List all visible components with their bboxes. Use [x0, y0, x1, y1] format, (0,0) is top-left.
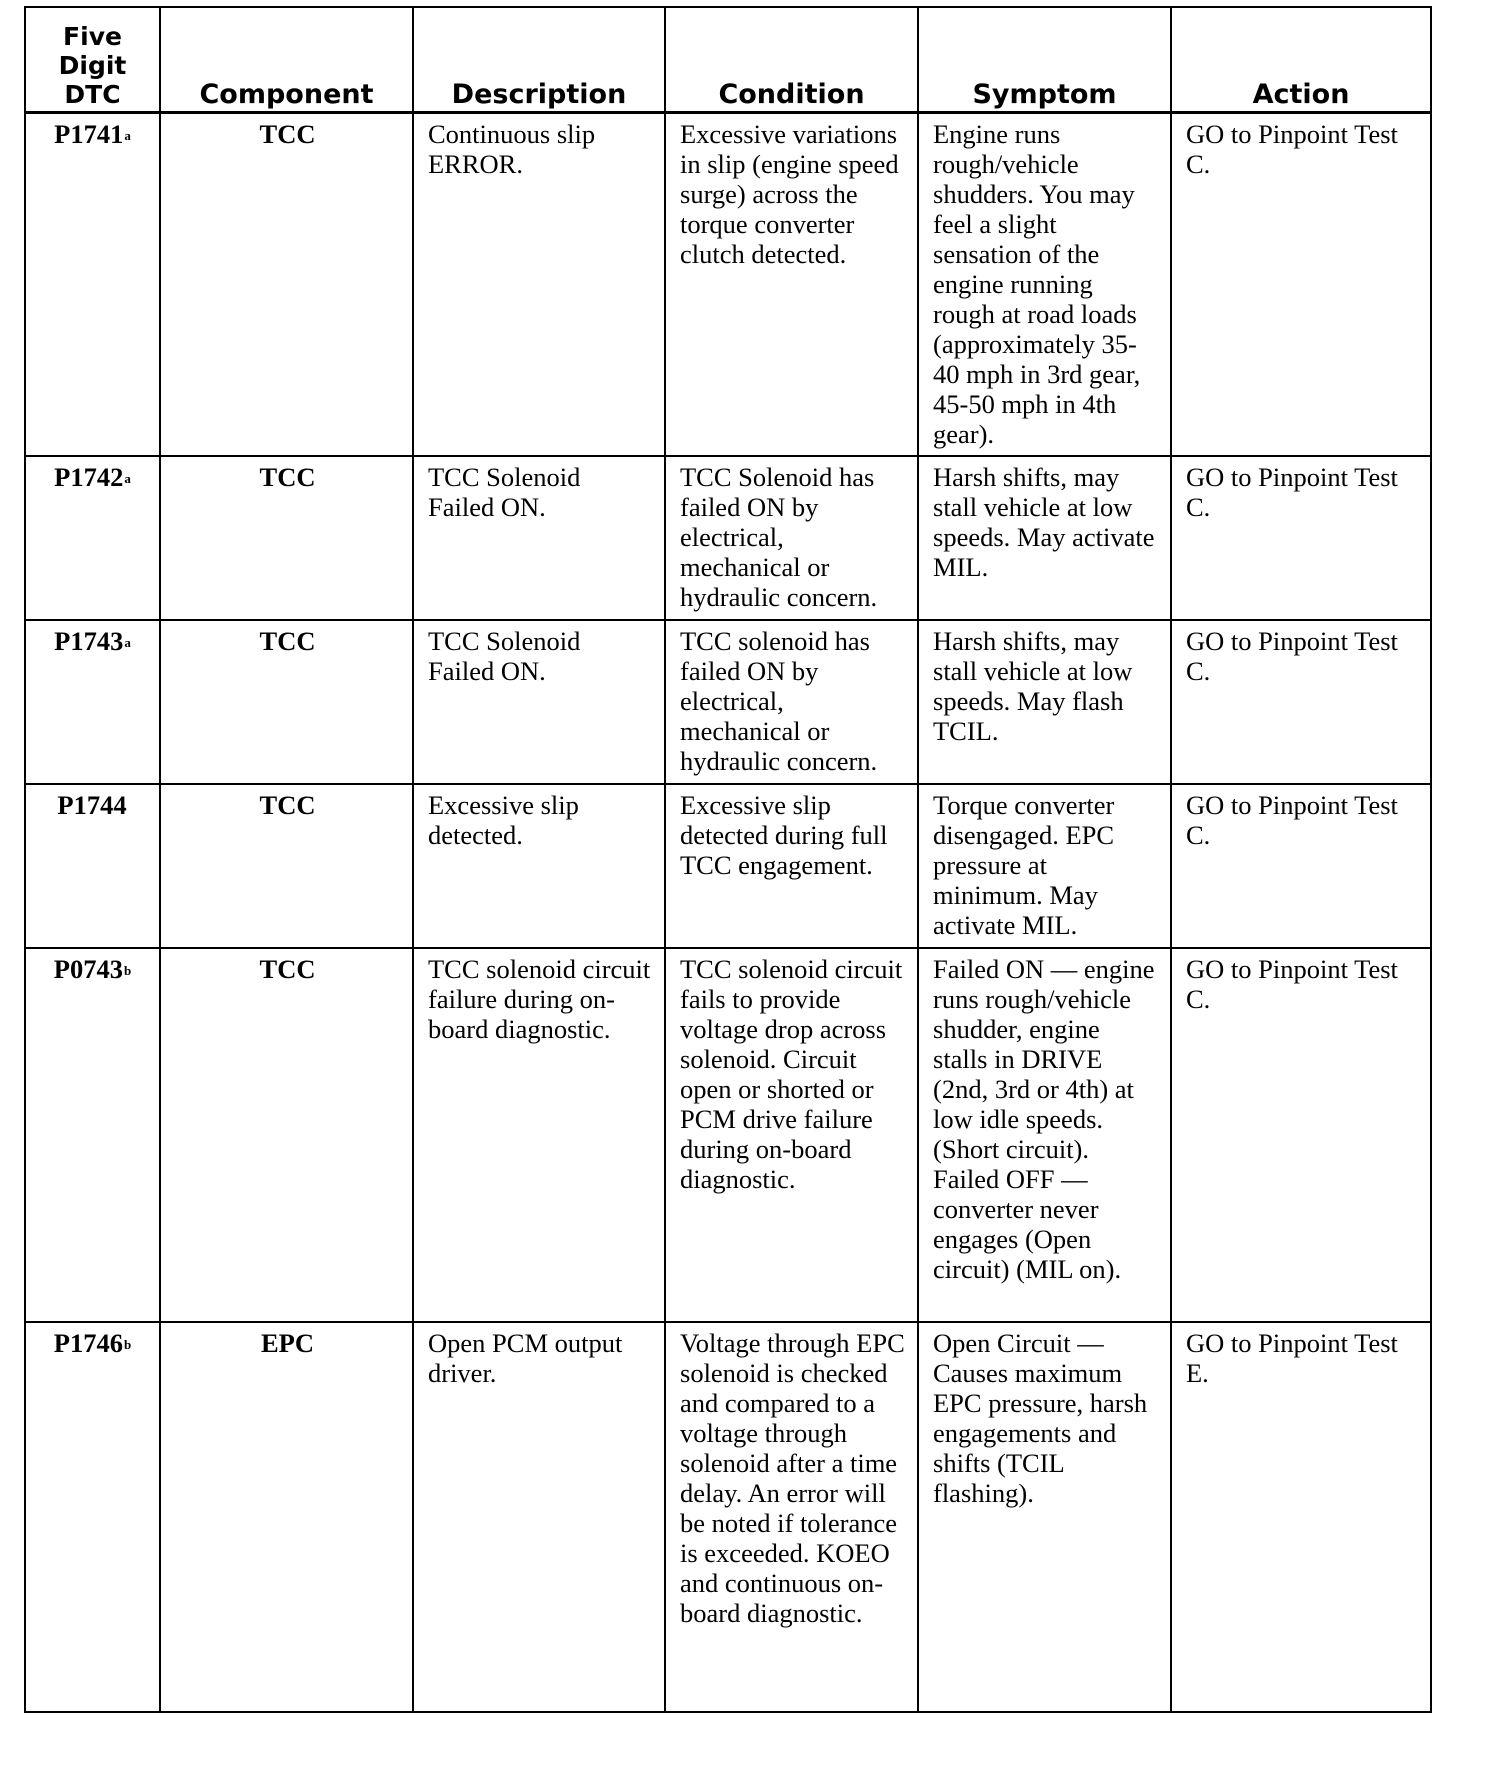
cell-dtc — [25, 1322, 160, 1712]
cell-dtc — [25, 620, 160, 784]
cell-symptom: Failed ON — engine runs rough/vehicle shudder, engine stalls in DRIVE (2nd, 3rd or 4th) at low idle speeds. (Short circuit). Failed OFF — converter never engages (Open circuit) (MIL on). — [918, 948, 1171, 1322]
dtc-code: P1742 — [54, 462, 124, 492]
header-symptom: Symptom — [918, 7, 1171, 113]
footnote-marker: a — [124, 128, 131, 143]
cell-description: TCC Solenoid Failed ON. — [413, 620, 665, 784]
cell-symptom: Open Circuit — Causes maximum EPC pressure, harsh engagements and shifts (TCIL flashing). — [918, 1322, 1171, 1712]
cell-condition: TCC solenoid has failed ON by electrical, mechanical or hydraulic concern. — [665, 620, 918, 784]
cell-action: GO to Pinpoint Test C. — [1171, 113, 1431, 457]
cell-action: GO to Pinpoint Test C. — [1171, 948, 1431, 1322]
footnote-marker: a — [124, 471, 131, 486]
cell-description: TCC Solenoid Failed ON. — [413, 456, 665, 620]
header-dtc-line: Five — [63, 22, 122, 51]
cell-symptom: Torque converter disengaged. EPC pressure at minimum. May activate MIL. — [918, 784, 1171, 948]
cell-condition: Excessive slip detected during full TCC engagement. — [665, 784, 918, 948]
cell-description: Continuous slip ERROR. — [413, 113, 665, 457]
cell-dtc — [25, 456, 160, 620]
cell-action: GO to Pinpoint Test C. — [1171, 784, 1431, 948]
cell-action: GO to Pinpoint Test C. — [1171, 456, 1431, 620]
cell-component: EPC — [160, 1322, 413, 1712]
cell-symptom: Harsh shifts, may stall vehicle at low speeds. May activate MIL. — [918, 456, 1171, 620]
header-row — [25, 7, 1431, 113]
dtc-code: P1744 — [57, 790, 127, 820]
footnote-marker: a — [124, 635, 131, 650]
dtc-code: P1743 — [54, 626, 124, 656]
footnote-marker: b — [123, 1337, 132, 1352]
header-dtc-line: Digit — [58, 51, 127, 80]
dtc-code: P0743 — [53, 954, 123, 984]
table-row — [25, 948, 1431, 1322]
cell-dtc — [25, 113, 160, 457]
cell-symptom: Harsh shifts, may stall vehicle at low speeds. May flash TCIL. — [918, 620, 1171, 784]
header-dtc-line: DTC — [64, 80, 121, 109]
header-action: Action — [1171, 7, 1431, 113]
cell-dtc — [25, 948, 160, 1322]
cell-component: TCC — [160, 784, 413, 948]
cell-component: TCC — [160, 620, 413, 784]
cell-symptom: Engine runs rough/vehicle shudders. You may feel a slight sensation of the engine running rough at road loads (approximately 35-40 mph in 3rd gear, 45-50 mph in 4th gear). — [918, 113, 1171, 457]
table-row — [25, 784, 1431, 948]
header-condition: Condition — [665, 7, 918, 113]
table-row — [25, 456, 1431, 620]
cell-action: GO to Pinpoint Test C. — [1171, 620, 1431, 784]
cell-component: TCC — [160, 456, 413, 620]
cell-dtc — [25, 784, 160, 948]
header-component: Component — [160, 7, 413, 113]
table-row — [25, 113, 1431, 457]
cell-condition: Excessive variations in slip (engine speed surge) across the torque converter clutch detected. — [665, 113, 918, 457]
cell-description: Excessive slip detected. — [413, 784, 665, 948]
header-dtc — [25, 7, 160, 113]
table-row — [25, 620, 1431, 784]
footnote-marker: b — [123, 963, 132, 978]
header-description: Description — [413, 7, 665, 113]
cell-description: TCC solenoid circuit failure during on-board diagnostic. — [413, 948, 665, 1322]
table-row — [25, 1322, 1431, 1712]
cell-condition: TCC solenoid circuit fails to provide voltage drop across solenoid. Circuit open or shorted or PCM drive failure during on-board diagnostic. — [665, 948, 918, 1322]
dtc-code: P1741 — [54, 119, 124, 149]
cell-action: GO to Pinpoint Test E. — [1171, 1322, 1431, 1712]
cell-condition: Voltage through EPC solenoid is checked and compared to a voltage through solenoid after a time delay. An error will be noted if tolerance is exceeded. KOEO and continuous on-board diagnostic. — [665, 1322, 918, 1712]
cell-condition: TCC Solenoid has failed ON by electrical, mechanical or hydraulic concern. — [665, 456, 918, 620]
dtc-table — [24, 6, 1432, 1713]
cell-description: Open PCM output driver. — [413, 1322, 665, 1712]
dtc-code: P1746 — [53, 1328, 123, 1358]
cell-component: TCC — [160, 113, 413, 457]
dtc-table-page — [24, 6, 1430, 1713]
cell-component: TCC — [160, 948, 413, 1322]
